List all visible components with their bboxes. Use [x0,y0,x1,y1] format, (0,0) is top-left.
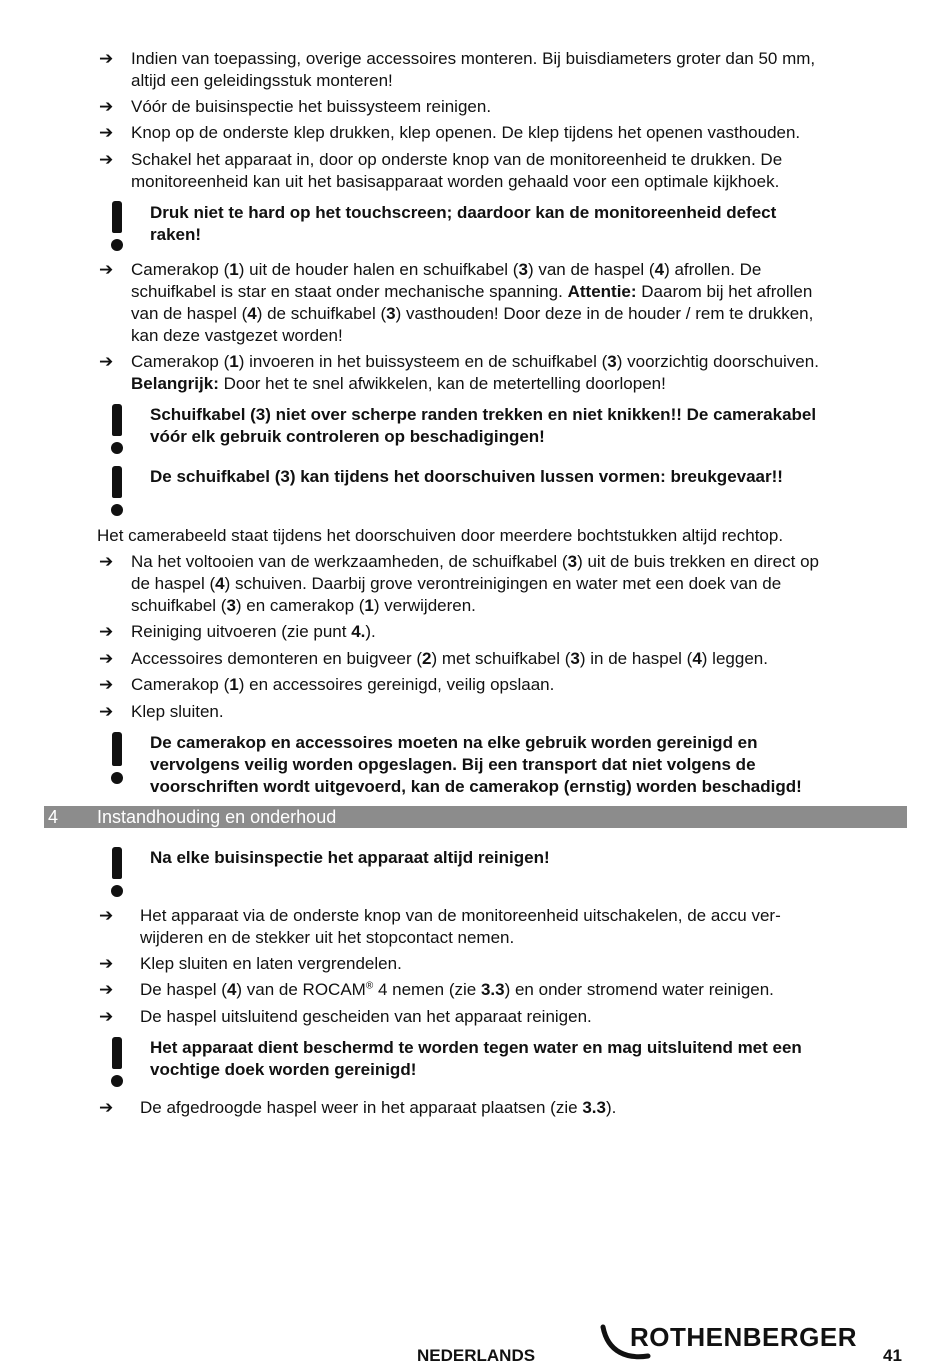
page-number: 41 [883,1346,902,1365]
arrow-right-icon: ➔ [99,1007,114,1026]
bullet-item: De haspel (4) van de ROCAM® 4 nemen (zie 3.3) en onder stromend water reinigen. [140,980,774,999]
bullet-item [131,551,911,617]
text-line: vochtige doek worden gereinigd! [150,1060,417,1079]
text-line: Het apparaat dient beschermd te worden tegen water en mag uitsluitend met een [150,1038,802,1057]
bullet-item [131,149,911,193]
bullet-item [131,351,911,395]
arrow-right-icon: ➔ [99,649,114,668]
text-line: De camerakop en accessoires moeten na elke gebruik worden gereinigd en [150,733,758,752]
bullet-item [131,48,911,92]
text-line: monitoreenheid kan uit het basisapparaat worden gehaald voor een optimale kijkhoek. [131,172,780,191]
body-paragraph: Het camerabeeld staat tijdens het doorschuiven door meerdere bochtstukken altijd rechtop. [97,526,784,545]
bullet-item: Camerakop (1) en accessoires gereinigd, veilig opslaan. [131,675,555,694]
arrow-right-icon: ➔ [99,150,114,169]
text-line: Belangrijk: Door het te snel afwikkelen, kan de metertelling doorlopen! [131,374,666,393]
warning-text [150,404,910,448]
bullet-item: Reiniging uitvoeren (zie punt 4.). [131,622,376,641]
text-line: Indien van toepassing, overige accessoires monteren. Bij buisdiameters groter dan 50 mm, [131,49,816,68]
text-line: Camerakop (1) invoeren in het buissysteem en de schuifkabel (3) voorzichtig doorschuiven. [131,352,819,371]
bullet-item: Klep sluiten en laten vergrendelen. [140,954,402,973]
arrow-right-icon: ➔ [99,1098,114,1117]
bullet-item: De afgedroogde haspel weer in het apparaat plaatsen (zie 3.3). [140,1098,617,1117]
logo-text: ROTHENBERGER [630,1322,858,1352]
arrow-right-icon: ➔ [99,906,114,925]
section-number: 4 [48,807,59,827]
bullet-item: Accessoires demonteren en buigveer (2) met schuifkabel (3) in de haspel (4) leggen. [131,649,768,668]
text-line: wijderen en de stekker uit het stopcontact nemen. [140,928,515,947]
rothenberger-logo [600,1322,858,1363]
text-line: voorschriften wordt uitgevoerd, kan de camerakop (ernstig) worden beschadigd! [150,777,802,796]
text-line: Druk niet te hard op het touchscreen; daardoor kan de monitoreenheid defect [150,203,777,222]
section-heading [44,806,907,828]
arrow-right-icon: ➔ [99,123,114,142]
bullet-item [140,905,910,949]
text-line: Camerakop (1) uit de houder halen en schuifkabel (3) van de haspel (4) afrollen. De [131,260,762,279]
warning-text [150,202,910,246]
arrow-right-icon: ➔ [99,702,114,721]
bullet-item: Klep sluiten. [131,702,224,721]
warning-text [150,732,910,798]
arrow-right-icon: ➔ [99,980,114,999]
text-line: schuifkabel (3) en camerakop (1) verwijderen. [131,596,476,615]
arrow-right-icon: ➔ [99,552,114,571]
bullet-item: Knop op de onderste klep drukken, klep openen. De klep tijdens het openen vasthouden. [131,123,801,142]
footer-language: NEDERLANDS [417,1346,536,1365]
text-line: altijd een geleidingsstuk monteren! [131,71,393,90]
text-line: de haspel (4) schuiven. Daarbij grove verontreinigingen en water met een doek van de [131,574,782,593]
section-title: Instandhouding en onderhoud [97,807,337,827]
arrow-right-icon: ➔ [99,954,114,973]
arrow-right-icon: ➔ [99,675,114,694]
text-line: van de haspel (4) de schuifkabel (3) vasthouden! Door deze in de houder / rem te drukken, [131,304,814,323]
warning-text [150,1037,910,1081]
arrow-right-icon: ➔ [99,260,114,279]
bullet-item: Vóór de buisinspectie het buissysteem reinigen. [131,97,492,116]
arrow-right-icon: ➔ [99,352,114,371]
text-line: schuifkabel is star en staat onder mechanische spanning. Attentie: Daarom bij het afrollen [131,282,813,301]
text-line: kan deze vastgezet worden! [131,326,343,345]
arrow-right-icon: ➔ [99,97,114,116]
text-line: vóór elk gebruik controleren op beschadigingen! [150,427,545,446]
text-line: Het apparaat via de onderste knop van de monitoreenheid uitschakelen, de accu ver- [140,906,781,925]
arrow-right-icon: ➔ [99,49,114,68]
text-line: Schakel het apparaat in, door op onderste knop van de monitoreenheid te drukken. De [131,150,783,169]
text-line: Schuifkabel (3) niet over scherpe randen trekken en niet knikken!! De camerakabel [150,405,817,424]
warning-text: Na elke buisinspectie het apparaat altijd reinigen! [150,848,550,867]
arrow-right-icon: ➔ [99,622,114,641]
text-line: raken! [150,225,202,244]
text-line: vervolgens veilig worden opgeslagen. Bij een transport dat niet volgens de [150,755,756,774]
text-line: Na het voltooien van de werkzaamheden, de schuifkabel (3) uit de buis trekken en direct op [131,552,819,571]
bullet-item [131,259,911,347]
warning-text: De schuifkabel (3) kan tijdens het doorschuiven lussen vormen: breukgevaar!! [150,467,783,486]
bullet-item: De haspel uitsluitend gescheiden van het apparaat reinigen. [140,1007,592,1026]
